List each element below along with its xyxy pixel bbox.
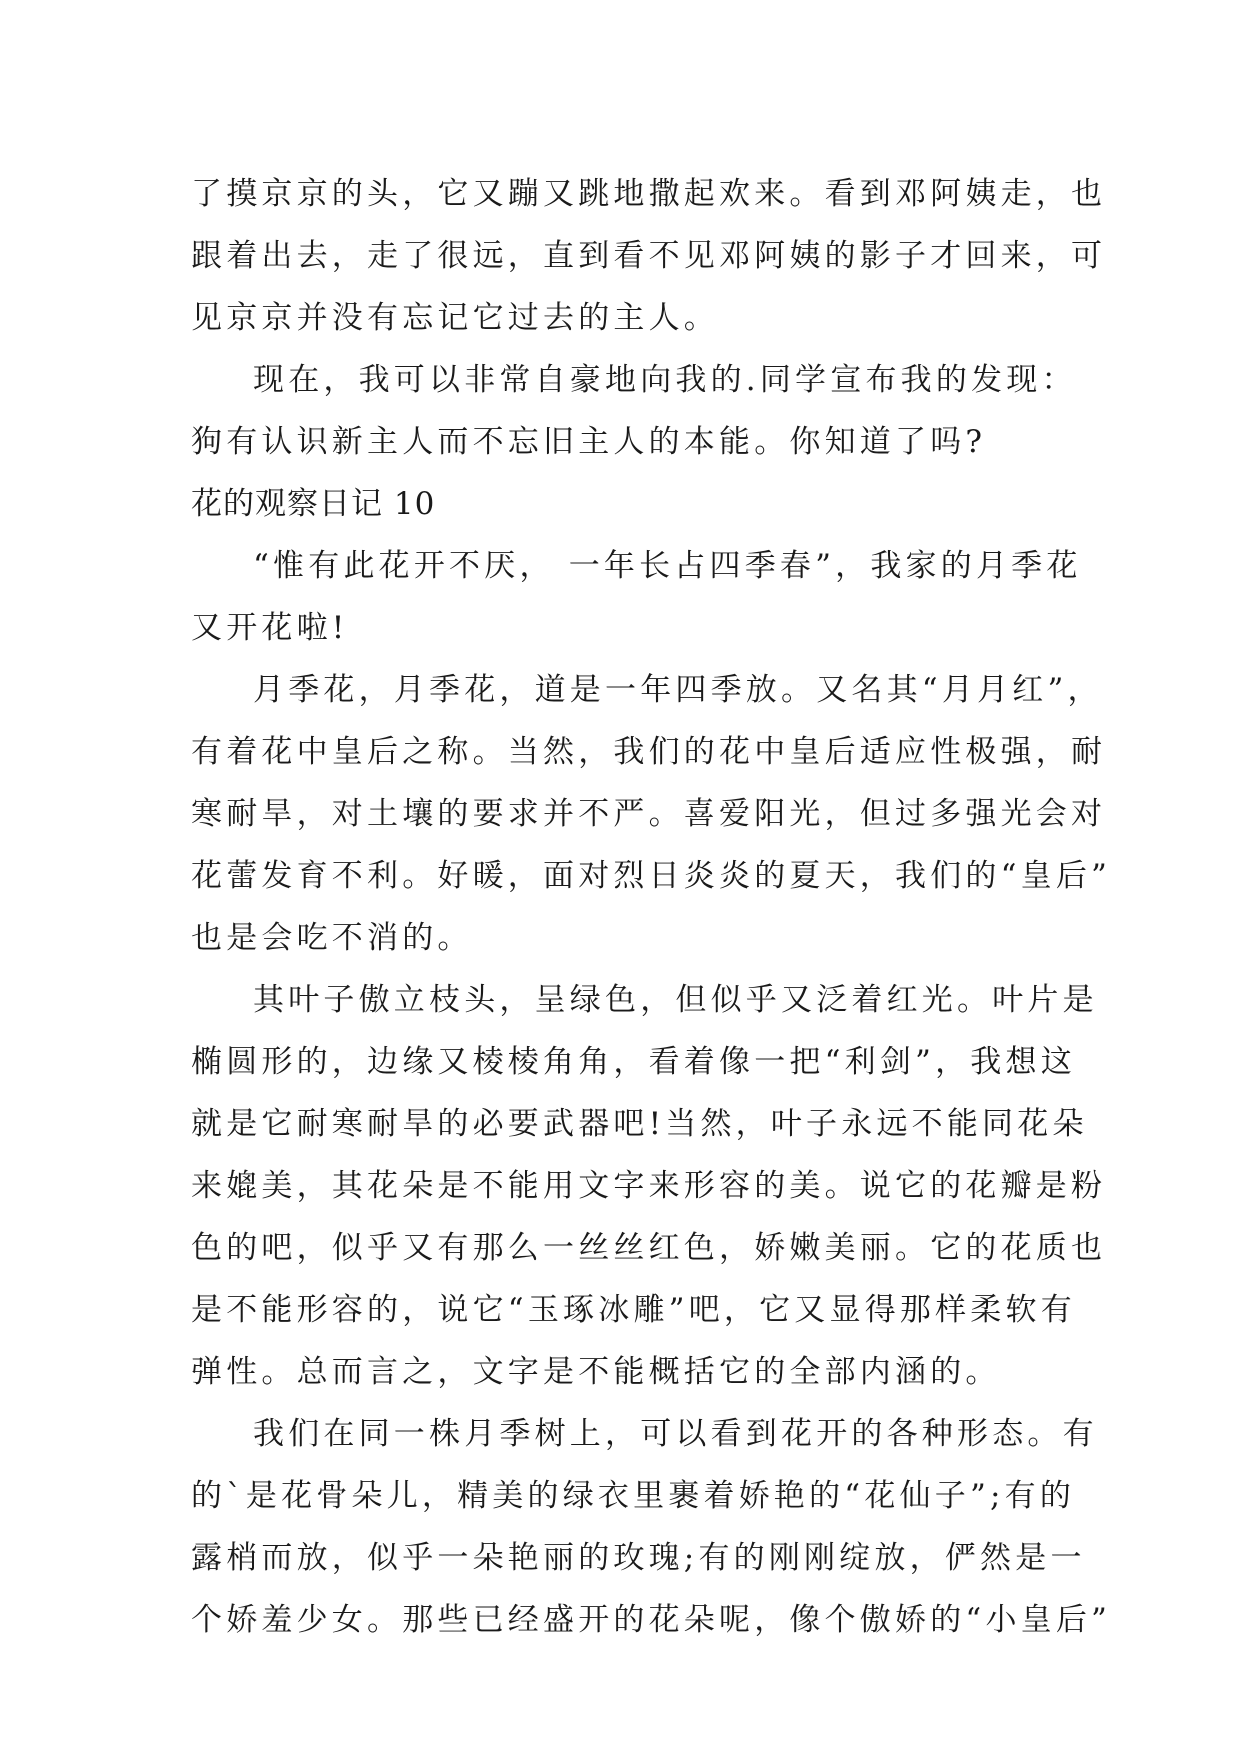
text-line: 也是会吃不消的。 bbox=[191, 920, 473, 956]
text-line: 见京京并没有忘记它过去的主人。 bbox=[191, 300, 719, 336]
text-line: 椭圆形的，边缘又棱棱角角，看着像一把“利剑”，我想这 bbox=[191, 1044, 1076, 1080]
text-line: 狗有认识新主人而不忘旧主人的本能。你知道了吗? bbox=[191, 424, 987, 460]
text-line: 跟着出去，走了很远，直到看不见邓阿姨的影子才回来，可 bbox=[191, 238, 1107, 274]
text-line: 是不能形容的，说它“玉琢冰雕”吧，它又显得那样柔软有 bbox=[191, 1292, 1076, 1328]
text-line: 月季花，月季花，道是一年四季放。又名其“月月红”， bbox=[253, 672, 1103, 708]
text-line: 个娇羞少女。那些已经盛开的花朵呢，像个傲娇的“小皇后” bbox=[191, 1602, 1112, 1638]
text-line: 就是它耐寒耐旱的必要武器吧!当然，叶子永远不能同花朵 bbox=[191, 1106, 1088, 1142]
text-line: 现在，我可以非常自豪地向我的.同学宣布我的发现： bbox=[253, 362, 1077, 398]
text-line: 了摸京京的头，它又蹦又跳地撒起欢来。看到邓阿姨走，也 bbox=[191, 176, 1107, 212]
text-line: 来媲美，其花朵是不能用文字来形容的美。说它的花瓣是粉 bbox=[191, 1168, 1107, 1204]
section-heading: 花的观察日记 10 bbox=[191, 486, 436, 522]
text-line: 其叶子傲立枝头，呈绿色，但似乎又泛着红光。叶片是 bbox=[253, 982, 1098, 1018]
text-line: “惟有此花开不厌， 一年长占四季春”，我家的月季花 bbox=[253, 548, 1082, 584]
text-line: 花蕾发育不利。好暖，面对烈日炎炎的夏天，我们的“皇后” bbox=[191, 858, 1112, 894]
text-line: 我们在同一株月季树上，可以看到花开的各种形态。有 bbox=[253, 1416, 1098, 1452]
text-line: 有着花中皇后之称。当然，我们的花中皇后适应性极强，耐 bbox=[191, 734, 1107, 770]
text-line: 又开花啦! bbox=[191, 610, 349, 646]
text-line: 色的吧，似乎又有那么一丝丝红色，娇嫩美丽。它的花质也 bbox=[191, 1230, 1107, 1266]
text-line: 露梢而放，似乎一朵艳丽的玫瑰;有的刚刚绽放，俨然是一 bbox=[191, 1540, 1086, 1576]
text-line: 寒耐旱，对土壤的要求并不严。喜爱阳光，但过多强光会对 bbox=[191, 796, 1107, 832]
text-line: 的`是花骨朵儿，精美的绿衣里裹着娇艳的“花仙子”;有的 bbox=[191, 1478, 1076, 1514]
text-line: 弹性。总而言之，文字是不能概括它的全部内涵的。 bbox=[191, 1354, 1001, 1390]
